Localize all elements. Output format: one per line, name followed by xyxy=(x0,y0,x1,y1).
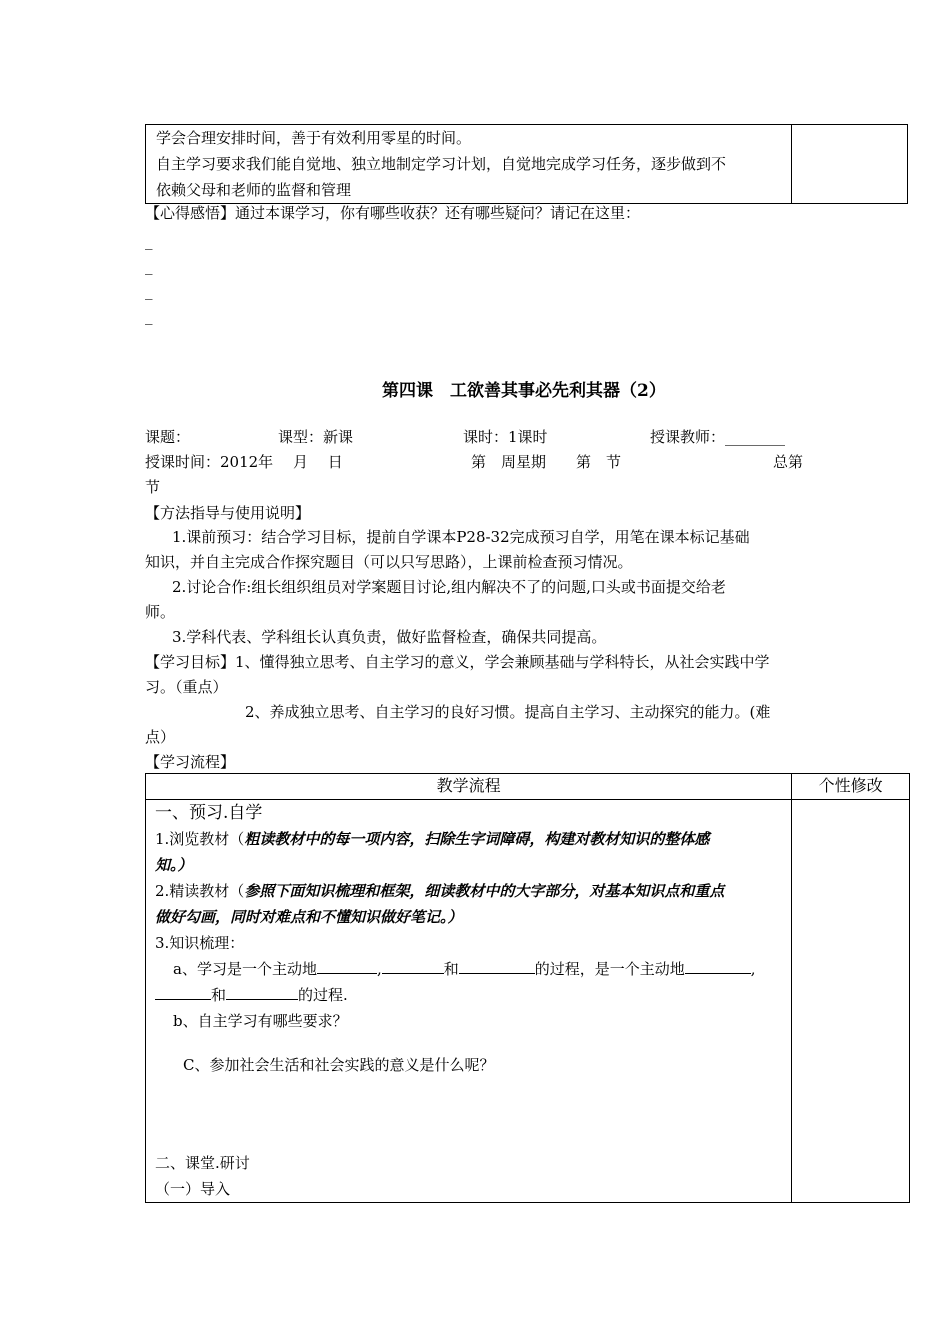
top-table xyxy=(145,124,908,204)
item2-bold-a: 参照下面知识梳理和框架，细读教材中的大字部分，对基本知识点和重点 xyxy=(244,882,725,900)
goals-line-2: 习。（重点） xyxy=(145,678,228,696)
blank-1[interactable] xyxy=(317,957,377,974)
method-item-2b: 师。 xyxy=(145,603,176,621)
meta-total: 总第 xyxy=(773,453,804,471)
question-a-line-1: a、学习是一个主动地 , 和 的过程，是一个主动地 , xyxy=(155,956,791,982)
reflection-dash-4: _ xyxy=(145,307,153,325)
top-table-note-cell xyxy=(792,125,908,204)
subsection-intro: （一）导入 xyxy=(155,1180,231,1198)
reflection-dash-1: _ xyxy=(145,232,153,250)
method-heading: 【方法指导与使用说明】 xyxy=(145,504,311,522)
reflection-dash-2: _ xyxy=(145,257,153,275)
flow-header-cell-2 xyxy=(792,774,910,800)
top-line-2: 自主学习要求我们能自觉地、独立地制定学习计划，自觉地完成学习任务，逐步做到不 xyxy=(156,155,727,173)
blank-3[interactable] xyxy=(459,957,535,974)
blank-4[interactable] xyxy=(685,957,751,974)
question-c: C、参加社会生活和社会实践的意义是什么呢？ xyxy=(183,1056,495,1074)
method-item-1a: 1.课前预习：结合学习目标，提前自学课本P28-32完成预习自学，用笔在课本标记基础 xyxy=(172,528,750,546)
item2-bold-b: 做好勾画，同时对难点和不懂知识做好笔记。） xyxy=(155,908,463,926)
meta-type: 课型：新课 xyxy=(278,428,354,446)
flow-edit-cell xyxy=(792,800,910,1203)
item3-knowledge: 3.知识梳理： xyxy=(155,934,245,952)
blank-6[interactable] xyxy=(226,983,298,1000)
goals-line-1: 【学习目标】1、懂得独立思考、自主学习的意义，学会兼顾基础与学科特长，从社会实践中学 xyxy=(145,653,770,671)
method-item-2a: 2.讨论合作:组长组织组员对学案题目讨论,组内解决不了的问题,口头或书面提交给老 xyxy=(172,578,726,596)
reflection-dash-3: _ xyxy=(145,282,153,300)
question-b: b、自主学习有哪些要求？ xyxy=(173,1012,348,1030)
flow-col-header-process: 教学流程 xyxy=(436,776,501,795)
item1-label: 1.浏览教材（ xyxy=(155,830,245,848)
top-table-content-cell xyxy=(146,125,792,204)
item1-bold-a: 粗读教材中的每一项内容，扫除生字词障碍，构建对教材知识的整体感 xyxy=(244,830,710,848)
method-item-3: 3.学科代表、学科组长认真负责，做好监督检查，确保共同提高。 xyxy=(172,628,607,646)
lesson-title: 第四课 工欲善其事必先利其器（2） xyxy=(382,381,666,401)
reflection-heading: 【心得感悟】通过本课学习，你有哪些收获？还有哪些疑问？请记在这里： xyxy=(145,204,641,222)
meta-total-cont: 节 xyxy=(145,478,161,496)
meta-topic: 课题： xyxy=(145,428,191,446)
flow-header-cell-1 xyxy=(146,774,792,800)
item2-label: 2.精读教材（ xyxy=(155,882,245,900)
top-line-1: 学会合理安排时间，善于有效利用零星的时间。 xyxy=(156,129,472,147)
flow-col-header-edit: 个性修改 xyxy=(818,776,883,795)
blank-5[interactable] xyxy=(155,983,211,1000)
meta-hours: 课时：1课时 xyxy=(463,428,548,446)
top-line-3: 依赖父母和老师的监督和管理 xyxy=(156,181,352,199)
flow-heading: 【学习流程】 xyxy=(145,753,236,771)
meta-teacher: 授课教师：________ xyxy=(650,428,786,446)
meta-week: 第 周星期 第 节 xyxy=(471,453,622,471)
section-preview: 一、预习.自学 xyxy=(155,803,263,823)
section-class-discussion: 二、课堂.研讨 xyxy=(155,1154,250,1172)
flow-table xyxy=(145,773,910,1203)
question-a-line-2: 和 的过程. xyxy=(155,982,791,1008)
goals-line-3: 2、养成独立思考、自主学习的良好习惯。提高自主学习、主动探究的能力。(难 xyxy=(245,703,771,721)
blank-2[interactable] xyxy=(382,957,444,974)
flow-content-cell xyxy=(146,800,792,1203)
goals-line-4: 点） xyxy=(145,728,176,746)
method-item-1b: 知识，并自主完成合作探究题目（可以只写思路），上课前检查预习情况。 xyxy=(145,553,633,571)
meta-time: 授课时间：2012年 月 日 xyxy=(145,453,343,471)
item1-bold-b: 知。） xyxy=(155,856,193,874)
